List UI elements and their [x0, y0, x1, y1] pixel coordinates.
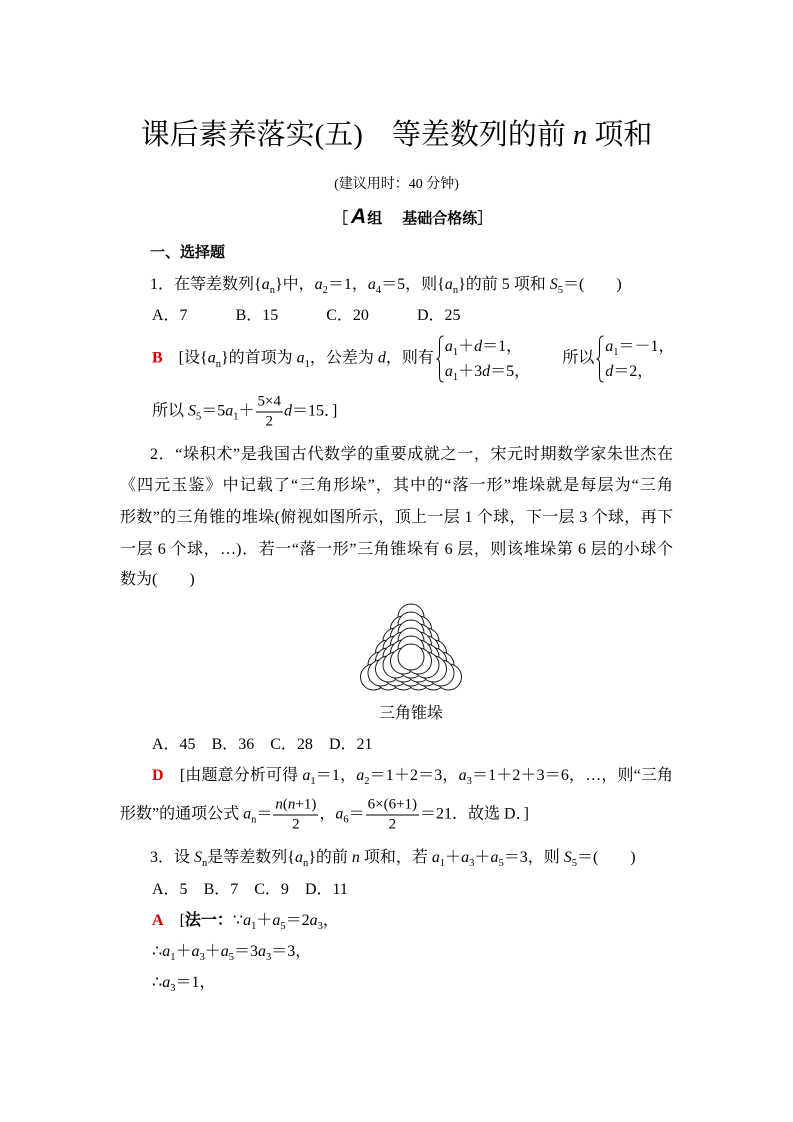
math-variable: a [261, 276, 270, 293]
subscript: n [452, 285, 459, 296]
fraction-numerator [256, 393, 283, 412]
text-run: ∵ [232, 912, 244, 929]
subscript: 3 [199, 952, 205, 963]
text-run: ＝( ) [563, 276, 622, 293]
subscript: 2 [322, 285, 328, 296]
q2-stem-line-3: 形数”的三角锥的堆垛(俯视如图所示，顶上一层 1 个球，下一层 3 个球，再下 [120, 509, 673, 526]
page-title [0, 117, 793, 153]
option-d: D．11 [304, 881, 348, 898]
text-run: }的前 [308, 849, 352, 866]
equation-row [605, 359, 674, 384]
equation-system [434, 334, 530, 384]
text-run: ＝1＋2＝3， [369, 767, 459, 784]
subscript: 5 [557, 285, 564, 296]
math-variable: a [296, 349, 305, 367]
subscript: 1 [613, 347, 619, 358]
text-run: ∴ [152, 943, 163, 960]
stacked-ball [398, 644, 424, 670]
text-run: ＝2 [285, 912, 310, 929]
text-run: ＝1， [315, 767, 357, 784]
text-run: 5×4 [257, 393, 282, 410]
math-variable: a [367, 276, 376, 293]
text-run: ＝ [256, 805, 273, 823]
left-brace-icon [436, 335, 444, 383]
math-variable: a [302, 767, 311, 784]
fraction-numerator [273, 796, 318, 815]
q1-answer-line-2 [152, 393, 337, 432]
math-variable: S [549, 276, 558, 293]
math-variable: n [287, 796, 296, 813]
subscript: 3 [317, 921, 323, 932]
text-run: ＋ [458, 338, 475, 355]
equation-row [605, 334, 674, 359]
q2-answer-line-2 [120, 796, 529, 835]
group-suffix: 组 [367, 210, 383, 227]
subscript: 5 [571, 858, 577, 869]
equation-rows [445, 334, 530, 384]
text-run: ， [322, 912, 339, 929]
math-variable: a [207, 349, 216, 367]
math-variable: d [474, 338, 483, 355]
subscript: 3 [466, 776, 472, 787]
math-variable: n [275, 796, 283, 813]
option-a: A．5 [152, 881, 188, 898]
text-run: 2 [265, 413, 274, 430]
math-variable: a [314, 276, 323, 293]
option-d: D．25 [416, 307, 461, 324]
text-run: ＝1， [175, 974, 216, 991]
group-bracket-close: ］ [477, 210, 493, 227]
text-run: ＋ [238, 402, 255, 420]
text-run: ，则有 [385, 349, 434, 367]
q3-answer-line-3 [152, 972, 215, 994]
subscript: n [269, 285, 275, 296]
q2-stem-line-2: 《四元玉鉴》中记载了“三角形垛”，其中的“落一形”堆垛就是每层为“三角 [120, 477, 673, 494]
subscript: 1 [304, 358, 310, 370]
title-topic: 等差数列的前 [391, 119, 566, 151]
math-variable: a [225, 402, 234, 420]
option-b: B．15 [235, 307, 279, 324]
math-variable: a [605, 338, 614, 355]
text-run: 1．在等差数列{ [150, 276, 262, 293]
group-title: 基础合格练 [402, 210, 478, 227]
text-run: ＋ [204, 943, 221, 960]
text-run: ＝2， [613, 363, 654, 380]
subscript: 1 [170, 952, 176, 963]
text-run: ＋ [256, 912, 273, 929]
math-variable: a [490, 849, 499, 866]
text-run: ＝( ) [576, 849, 636, 866]
text-run: ( [282, 796, 288, 813]
title-topic-end: 项和 [594, 119, 653, 151]
subscript: 1 [251, 921, 257, 932]
option-c: C．28 [270, 736, 313, 753]
math-variable: a [272, 912, 281, 929]
option-c: C．20 [326, 307, 369, 324]
text-run: ＝21．故选 D．] [420, 805, 529, 823]
text-run: 形数”的通项公式 [120, 805, 244, 823]
figure-caption: 三角锥垛 [379, 705, 444, 722]
fraction [366, 796, 419, 835]
fraction-numerator [366, 796, 419, 815]
text-run: ＝3， [271, 943, 312, 960]
math-variable: a [191, 943, 200, 960]
text-run: 2 [292, 816, 300, 833]
math-variable: a [243, 912, 252, 929]
math-variable: n [351, 849, 360, 866]
subscript: 6 [343, 814, 349, 826]
text-run: ＝5，则{ [381, 276, 445, 293]
text-run: 项和，若 [359, 849, 432, 866]
q1-options [152, 305, 461, 327]
text-run: ＝5 [201, 402, 226, 420]
math-variable: d [377, 349, 386, 367]
q2-stem-line-1: 2．“垛积术”是我国古代数学的重要成就之一，宋元时期数学家朱世杰在 [150, 446, 673, 463]
math-variable: a [309, 912, 318, 929]
subscript: 1 [310, 776, 316, 787]
text-run: ＋ [474, 849, 491, 866]
fraction-denominator [387, 816, 399, 835]
subscript: 3 [170, 983, 176, 994]
text-run: ＋ [445, 849, 462, 866]
group-bracket-open: ［ [333, 210, 349, 227]
subscript: 1 [233, 411, 239, 423]
text-run: [ [163, 912, 185, 929]
group-letter: A [351, 205, 367, 228]
text-run: 6×(6+1) [367, 796, 418, 813]
option-c: C．9 [254, 881, 289, 898]
text-run: ＝1， [482, 338, 523, 355]
q2-answer-line-1 [152, 765, 673, 787]
math-variable: a [444, 276, 453, 293]
q1-stem [150, 274, 622, 296]
subscript: 5 [498, 858, 504, 869]
subscript: 5 [196, 411, 202, 423]
math-variable: S [563, 849, 572, 866]
math-variable: a [243, 805, 252, 823]
option-b: B．7 [203, 881, 239, 898]
group-banner [333, 205, 492, 231]
subscript: n [215, 358, 221, 370]
math-variable: a [162, 943, 171, 960]
answer-letter: D [152, 767, 164, 784]
math-variable: a [431, 849, 440, 866]
q3-answer-line-2 [152, 941, 311, 963]
text-run: [由题意分析可得 [163, 767, 303, 784]
triangular-pile-figure [355, 598, 467, 696]
text-run: 所以 [530, 349, 595, 367]
math-variable: a [257, 943, 266, 960]
q3-answer-line-1 [152, 910, 339, 932]
left-brace-icon [596, 335, 604, 383]
option-b: B．36 [211, 736, 255, 753]
option-a: A．7 [152, 307, 188, 324]
fraction [273, 796, 318, 835]
equation-system [594, 334, 674, 384]
subscript: 3 [469, 858, 475, 869]
text-run: ∴ [152, 974, 163, 991]
text-run: ＝1＋2＋3＝6，…，则“三角 [471, 767, 673, 784]
option-a: A．45 [152, 736, 196, 753]
math-variable: d [284, 402, 293, 420]
equation-row [445, 359, 530, 384]
text-run: 所以 [152, 402, 189, 420]
answer-letter: A [152, 912, 164, 929]
fraction-denominator [264, 413, 276, 432]
time-note: (建议用时：40 分钟) [334, 177, 459, 192]
subscript: 3 [265, 952, 272, 963]
equation-row [445, 334, 530, 359]
q3-options [152, 879, 348, 901]
text-run: ＋ [175, 943, 192, 960]
text-run: ＝15．] [292, 402, 338, 420]
text-run: 3．设 [150, 849, 195, 866]
text-run: 2 [388, 816, 397, 833]
math-variable: a [461, 849, 470, 866]
text-run: ＋3 [458, 363, 483, 380]
subscript: n [202, 858, 208, 869]
math-variable: a [444, 363, 453, 380]
text-run: ＝3 [233, 943, 258, 960]
math-variable: a [162, 974, 171, 991]
subscript: n [302, 858, 309, 869]
text-run: +1) [295, 796, 317, 813]
fraction-denominator [290, 816, 302, 835]
text-run: ，公差为 [309, 349, 378, 367]
subscript: n [251, 814, 257, 826]
section-heading: 一、选择题 [150, 244, 226, 261]
math-variable: S [194, 849, 203, 866]
text-run: }的首项为 [220, 349, 297, 367]
math-variable: a [458, 767, 467, 784]
math-variable: S [188, 402, 197, 420]
q2-stem-line-5: 数为( ) [120, 571, 195, 588]
text-run: [设{ [162, 349, 208, 367]
equation-rows [605, 334, 674, 384]
text-run: 是等差数列{ [207, 849, 295, 866]
title-series: 课后素养落实(五) [140, 119, 363, 151]
method-label: 法一： [184, 912, 233, 929]
fraction [256, 393, 283, 432]
subscript: 1 [439, 858, 446, 869]
math-variable: a [356, 767, 365, 784]
text-run: }中， [274, 276, 315, 293]
text-run: }的前 5 项和 [458, 276, 550, 293]
math-variable: a [220, 943, 229, 960]
subscript: 1 [452, 347, 459, 358]
subscript: 5 [228, 952, 234, 963]
math-variable: a [335, 805, 344, 823]
subscript: 1 [452, 372, 459, 383]
text-run: ＝ [348, 805, 365, 823]
text-run: ， [319, 805, 336, 823]
subscript: 5 [280, 921, 286, 932]
math-variable: d [482, 363, 491, 380]
title-variable: n [572, 119, 588, 151]
q1-answer-line-1 [152, 334, 674, 384]
text-run: ＝1， [327, 276, 368, 293]
q3-stem [150, 847, 636, 869]
answer-letter: B [152, 349, 163, 367]
math-variable: d [605, 363, 614, 380]
math-variable: a [294, 849, 303, 866]
q2-options [152, 734, 373, 756]
text-run: ＝－1， [618, 338, 675, 355]
q2-stem-line-4: 一层 6 个球，…)．若一“落一形”三角锥垛有 6 层，则该堆垛第 6 层的小球个 [120, 541, 673, 558]
text-run: ＝3，则 [503, 849, 564, 866]
option-d: D．21 [328, 736, 373, 753]
subscript: 4 [375, 285, 382, 296]
text-run: ＝5， [490, 363, 531, 380]
subscript: 2 [364, 776, 370, 787]
math-variable: a [444, 338, 453, 355]
